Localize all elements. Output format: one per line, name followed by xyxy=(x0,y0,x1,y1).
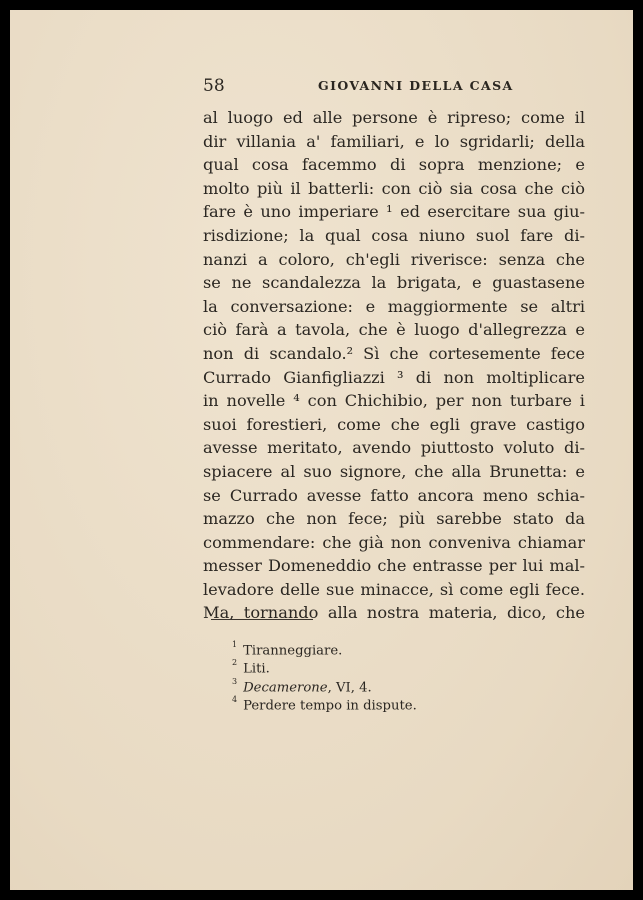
footnote-mark: 3 xyxy=(232,676,238,686)
footnote-3 xyxy=(232,675,417,696)
page-number: 58 xyxy=(203,76,225,96)
text-line: in novelle ⁴ con Chichibio, per non turbare i xyxy=(203,391,585,411)
text-line: qual cosa facemmo di sopra menzione; e xyxy=(203,155,585,175)
footnote-italic-text: Decamerone xyxy=(243,680,328,696)
text-line: non di scandalo.² Sì che cortesemente fece xyxy=(203,343,585,363)
text-line: suoi forestieri, come che egli grave castigo xyxy=(203,414,585,434)
footnote-text: , VI, 4. xyxy=(327,680,372,696)
text-line: messer Domeneddio che entrasse per lui mal- xyxy=(203,556,585,576)
text-line: Currado Gianfigliazzi ³ di non moltiplicare xyxy=(203,367,585,387)
footnote-divider xyxy=(211,619,313,620)
footnote-mark: 4 xyxy=(232,695,238,705)
text-line: nanzi a coloro, ch'egli riverisce: senza che xyxy=(203,249,585,269)
text-line: se Currado avesse fatto ancora meno schia- xyxy=(203,485,585,505)
text-line: molto più il batterli: con ciò sia cosa che ciò xyxy=(203,178,585,198)
text-line: mazzo che non fece; più sarebbe stato da xyxy=(203,509,585,529)
body-text xyxy=(203,106,585,625)
text-line: al luogo ed alle persone è ripreso; come il xyxy=(203,108,585,127)
text-line: commendare: che già non conveniva chiamar xyxy=(203,532,585,552)
book-page xyxy=(10,10,633,890)
footnote-text: Perdere tempo in dispute. xyxy=(243,698,417,714)
footnote-text: Liti. xyxy=(243,661,270,677)
text-line: fare è uno imperiare ¹ ed esercitare sua giu- xyxy=(203,202,585,222)
footnote-mark: 2 xyxy=(232,658,238,668)
text-line: avesse meritato, avendo piuttosto voluto di- xyxy=(203,438,585,458)
text-line: se ne scandalezza la brigata, e guastasene xyxy=(203,273,585,293)
footnote-mark: 1 xyxy=(232,640,238,649)
running-title: GIOVANNI DELLA CASA xyxy=(318,78,514,93)
footnote-text: Tiranneggiare. xyxy=(243,643,343,659)
text-line: levadore delle sue minacce, sì come egli fece. xyxy=(203,579,585,599)
footnote-2 xyxy=(232,656,417,677)
footnotes xyxy=(232,638,417,712)
text-line: Ma, tornando alla nostra materia, dico, che xyxy=(203,603,585,623)
page-header xyxy=(203,76,585,98)
text-line: spiacere al suo signore, che alla Brunetta: e xyxy=(203,461,585,481)
text-line: ciò farà a tavola, che è luogo d'allegrezza e xyxy=(203,320,585,340)
text-line: risdizione; la qual cosa niuno suol fare di- xyxy=(203,225,585,245)
text-line: dir villania a' familiari, e lo sgridarli; della xyxy=(203,131,585,151)
footnote-1 xyxy=(232,638,417,659)
text-line: la conversazione: e maggiormente se altri xyxy=(203,296,585,316)
footnote-4 xyxy=(232,693,417,714)
